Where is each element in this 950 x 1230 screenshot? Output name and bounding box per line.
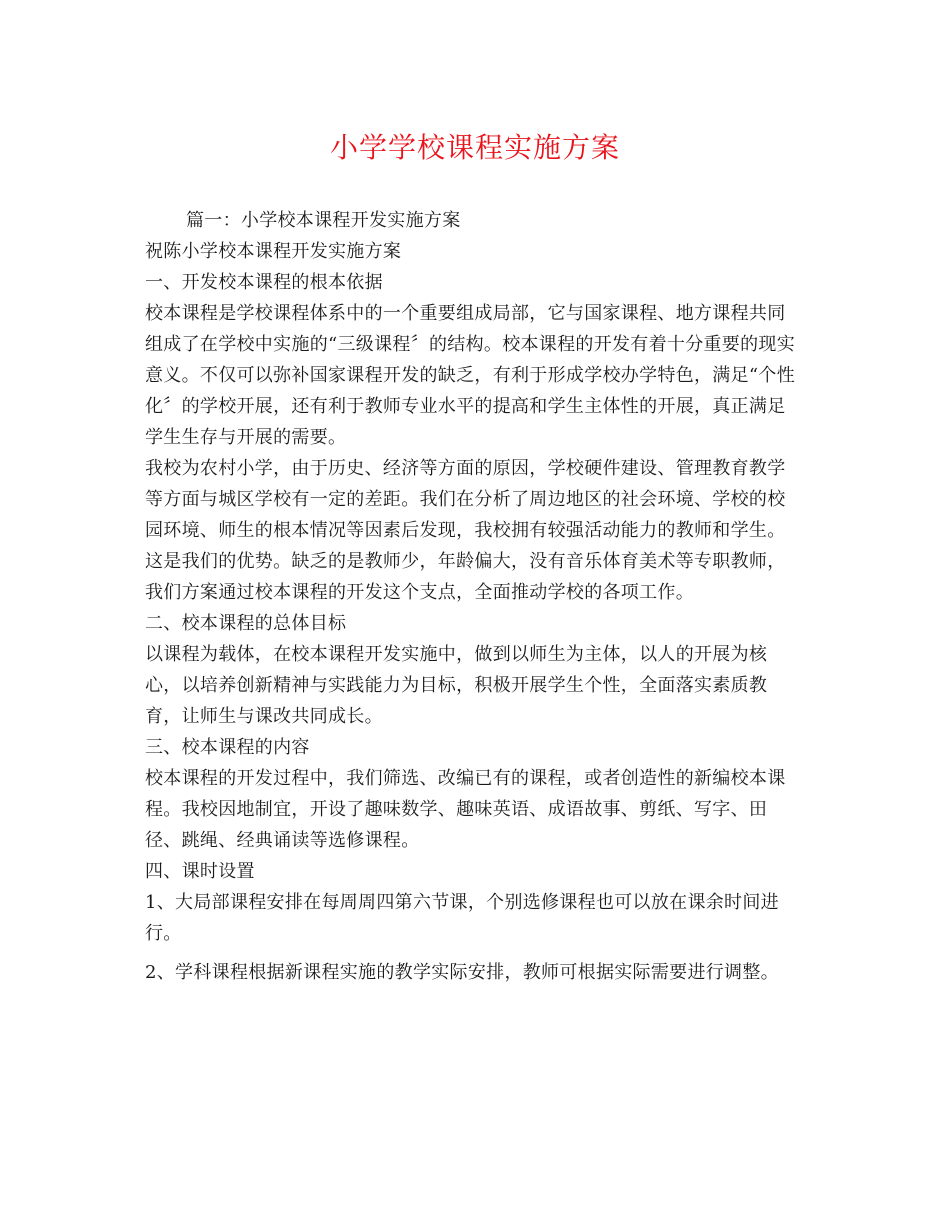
document-title: 小学学校课程实施方案 xyxy=(329,131,620,164)
paragraph-line: 育，让师生与课改共同成长。 xyxy=(145,706,383,727)
list-item-1: 1、大局部课程安排在每周周四第六节课，个别选修课程也可以放在课余时间进 xyxy=(145,892,779,913)
paragraph-line: 等方面与城区学校有一定的差距。我们在分析了周边地区的社会环境、学校的校 xyxy=(145,489,786,510)
paragraph-line: 园环境、师生的根本情况等因素后发现，我校拥有较强活动能力的教师和学生。 xyxy=(145,520,786,541)
paragraph-line: 径、跳绳、经典诵读等选修课程。 xyxy=(145,830,420,851)
heading-content: 三、校本课程的内容 xyxy=(145,737,310,758)
paragraph-line: 化〞的学校开展，还有利于教师专业水平的提高和学生主体性的开展，真正满足 xyxy=(145,396,786,417)
paragraph-line: 校本课程的开发过程中，我们筛选、改编已有的课程，或者创造性的新编校本课 xyxy=(145,768,786,789)
section-heading-part-one: 篇一：小学校本课程开发实施方案 xyxy=(186,210,461,231)
paragraph-line: 学生生存与开展的需要。 xyxy=(145,427,347,448)
heading-goals: 二、校本课程的总体目标 xyxy=(145,613,347,634)
spacer xyxy=(145,949,810,957)
paragraph-line: 组成了在学校中实施的“三级课程〞的结构。校本课程的开发有着十分重要的现实 xyxy=(145,334,795,355)
list-item-1-continued: 行。 xyxy=(145,923,182,944)
paragraph-line: 程。我校因地制宜，开设了趣味数学、趣味英语、成语故事、剪纸、写字、田 xyxy=(145,799,768,820)
paragraph-line: 校本课程是学校课程体系中的一个重要组成局部，它与国家课程、地方课程共同 xyxy=(145,303,786,324)
paragraph-line: 我校为农村小学，由于历史、经济等方面的原因，学校硬件建设、管理教育教学 xyxy=(145,458,786,479)
list-item-2: 2、学科课程根据新课程实施的教学实际安排，教师可根据实际需要进行调整。 xyxy=(145,962,779,983)
paragraph-line: 意义。不仅可以弥补国家课程开发的缺乏，有利于形成学校办学特色，满足“个性 xyxy=(145,365,795,386)
heading-basis: 一、开发校本课程的根本依据 xyxy=(145,272,383,293)
paragraph-line: 这是我们的优势。缺乏的是教师少，年龄偏大，没有音乐体育美术等专职教师， xyxy=(145,551,786,572)
heading-schedule: 四、课时设置 xyxy=(145,861,255,882)
subtitle-line: 祝陈小学校本课程开发实施方案 xyxy=(145,241,402,262)
document-body xyxy=(145,205,810,988)
paragraph-line: 我们方案通过校本课程的开发这个支点，全面推动学校的各项工作。 xyxy=(145,582,694,603)
paragraph-line: 以课程为载体，在校本课程开发实施中，做到以师生为主体，以人的开展为核 xyxy=(145,644,768,665)
paragraph-line: 心，以培养创新精神与实践能力为目标，积极开展学生个性，全面落实素质教 xyxy=(145,675,768,696)
